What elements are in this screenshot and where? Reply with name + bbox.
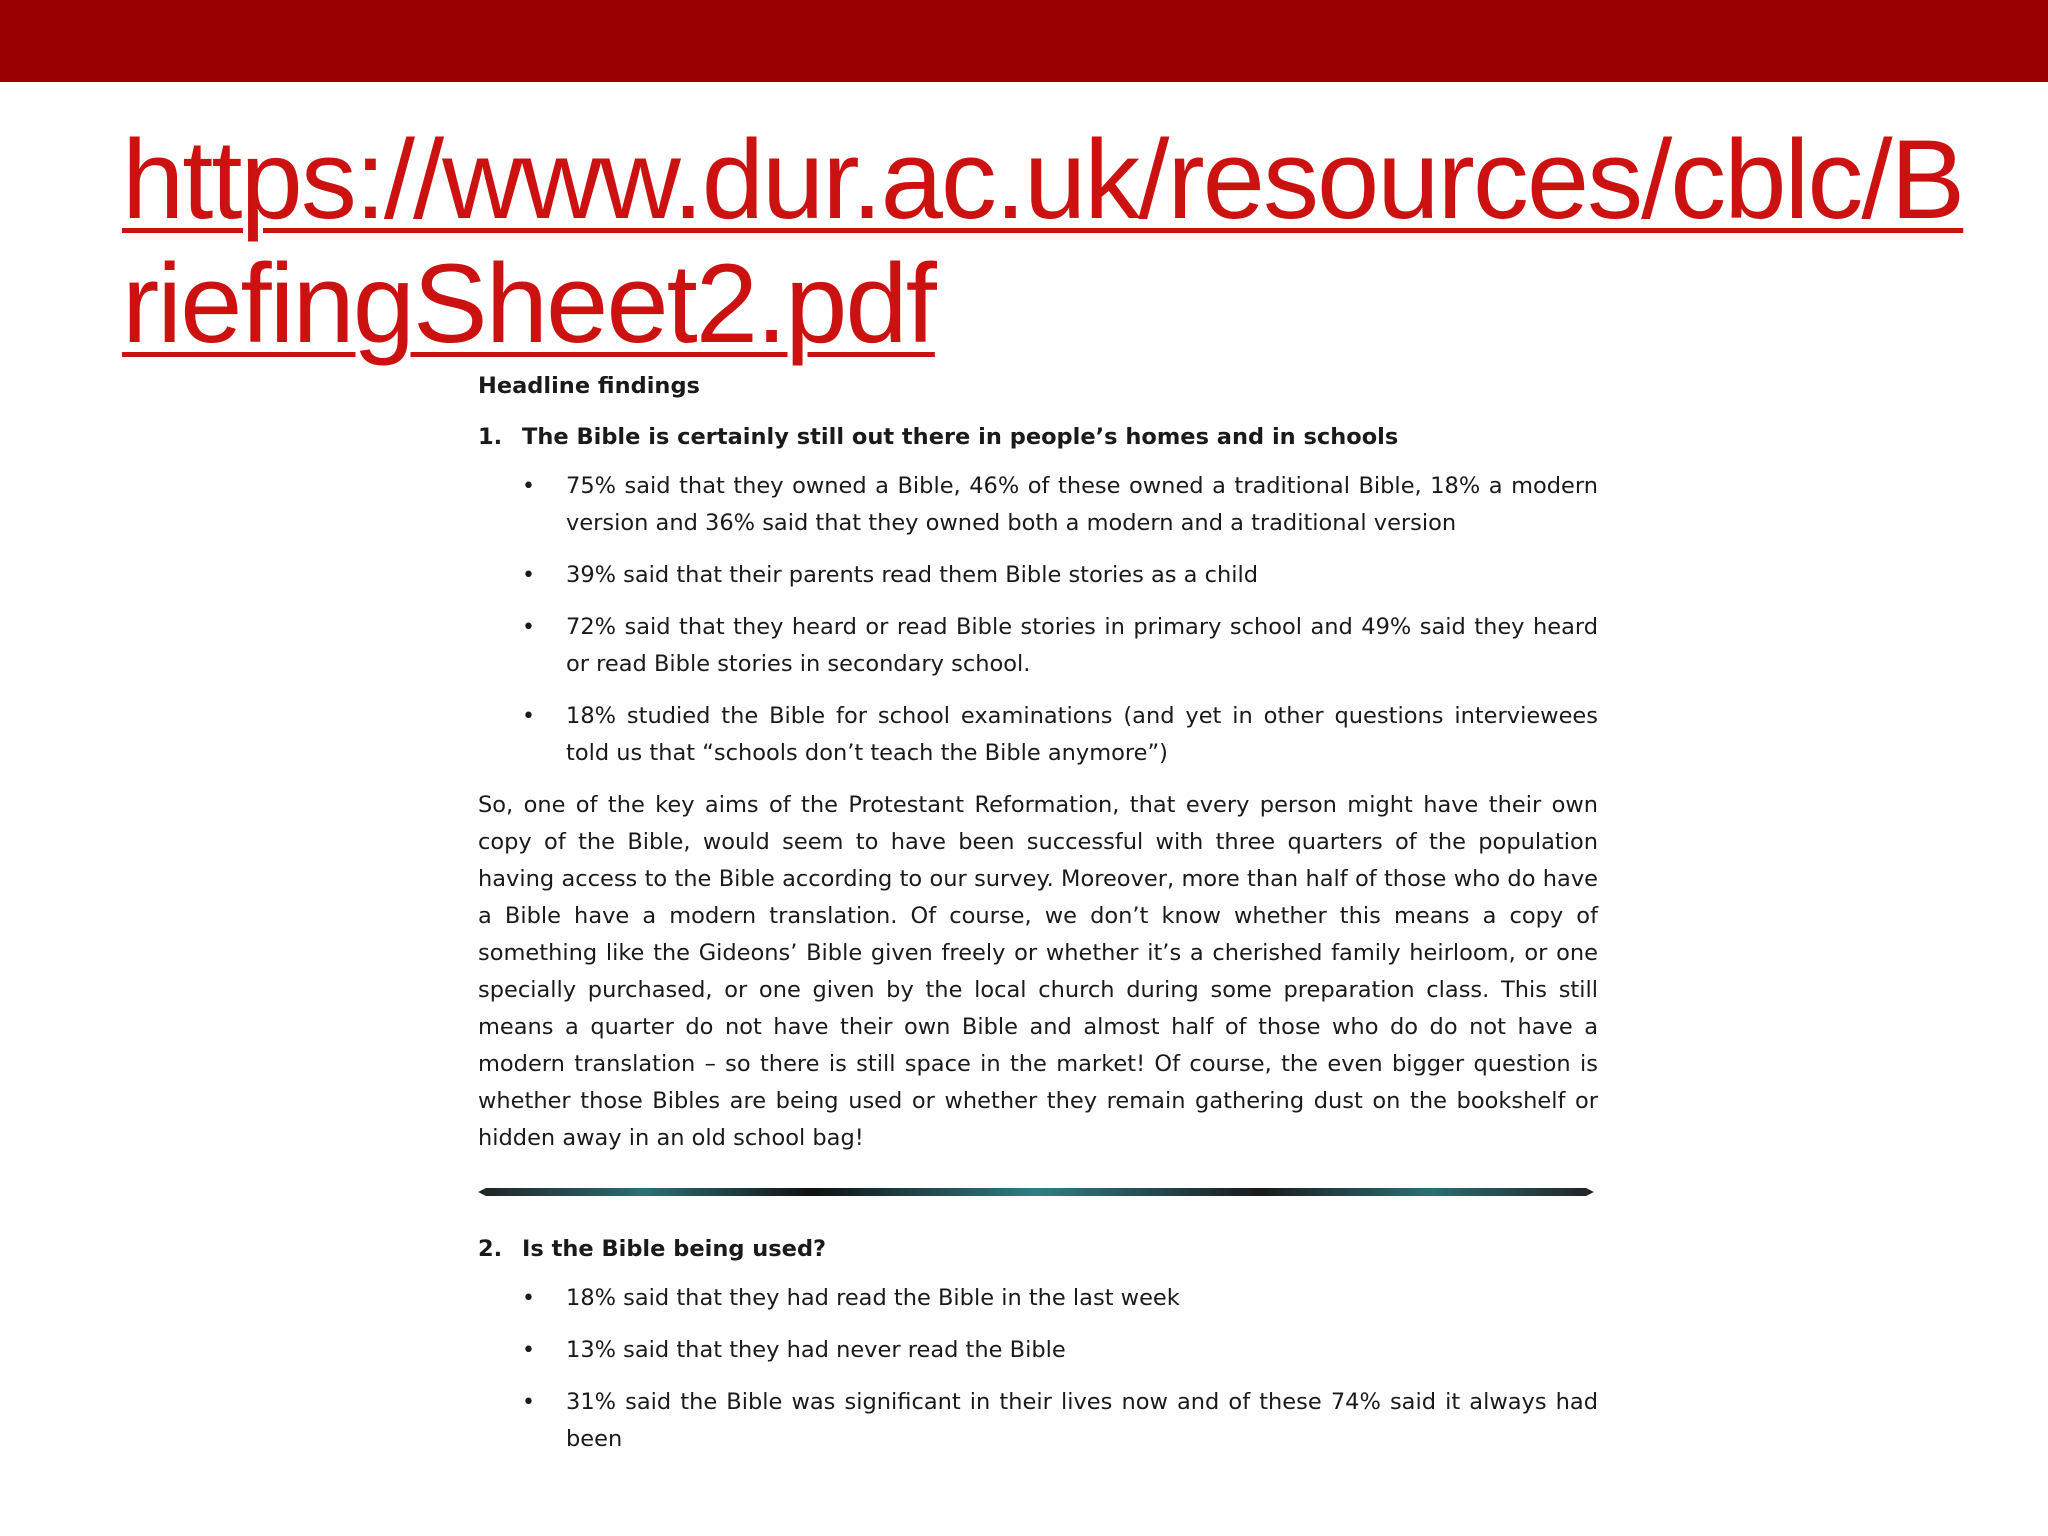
- list-item-text: 72% said that they heard or read Bible stories in primary school and 49% said they heard or read Bible stories in secondary school.: [566, 614, 1598, 677]
- list-item: [522, 468, 1598, 542]
- list-item-text: 18% studied the Bible for school examinations (and yet in other questions interviewees told us that “schools don’t teach the Bible anymore”): [566, 703, 1598, 766]
- section-2-bullets: [478, 1280, 1598, 1458]
- list-item-text: 31% said the Bible was significant in their lives now and of these 74% said it always had been: [566, 1389, 1598, 1452]
- section-2-heading: [478, 1231, 1598, 1268]
- section-divider: [478, 1187, 1594, 1197]
- bullet-icon: •: [522, 1286, 535, 1311]
- bullet-icon: •: [522, 563, 535, 588]
- section-number: 1.: [478, 424, 503, 450]
- section-number: 2.: [478, 1236, 503, 1262]
- list-item: [522, 698, 1598, 772]
- section-1-heading: [478, 419, 1598, 456]
- section-title: Is the Bible being used?: [522, 1236, 827, 1262]
- bullet-icon: •: [522, 704, 535, 729]
- list-item-text: 18% said that they had read the Bible in the last week: [566, 1285, 1180, 1311]
- list-item-text: 13% said that they had never read the Bible: [566, 1337, 1066, 1363]
- list-item-text: 39% said that their parents read them Bible stories as a child: [566, 562, 1258, 588]
- document-heading: Headline findings: [478, 373, 700, 399]
- section-1-bullets: [478, 468, 1598, 772]
- list-item: [522, 1280, 1598, 1317]
- list-item: [522, 557, 1598, 594]
- body-paragraph: So, one of the key aims of the Protestant Reformation, that every person might have their own copy of the Bible, would seem to have been successful with three quarters of the population having access to the Bible according to our survey. Moreover, more than half of those who do have a Bible have a modern translation. Of course, we don’t know whether this means a copy of something like the Gideons’ Bible given freely or whether it’s a cherished family heirloom, or one specially purchased, or one given by the local church during some preparation class. This still means a quarter do not have their own Bible and almost half of those who do do not have a modern translation – so there is still space in the market! Of course, the even bigger question is whether those Bibles are being used or whether they remain gathering dust on the bookshelf or hidden away in an old school bag!: [478, 792, 1598, 1151]
- bullet-icon: •: [522, 474, 535, 499]
- bullet-icon: •: [522, 1338, 535, 1363]
- top-banner-bar: [0, 0, 2048, 82]
- document-excerpt-image: [478, 362, 1598, 1452]
- source-url-link[interactable]: https://www.dur.ac.uk/resources/cblc/BriefingSheet2.pdf: [122, 117, 1964, 366]
- list-item: [522, 1332, 1598, 1369]
- list-item: [522, 609, 1598, 683]
- bullet-icon: •: [522, 615, 535, 640]
- section-title: The Bible is certainly still out there in people’s homes and in schools: [522, 424, 1399, 450]
- list-item: [522, 1384, 1598, 1458]
- list-item-text: 75% said that they owned a Bible, 46% of these owned a traditional Bible, 18% a modern version and 36% said that they owned both a modern and a traditional version: [566, 473, 1598, 536]
- bullet-icon: •: [522, 1390, 535, 1415]
